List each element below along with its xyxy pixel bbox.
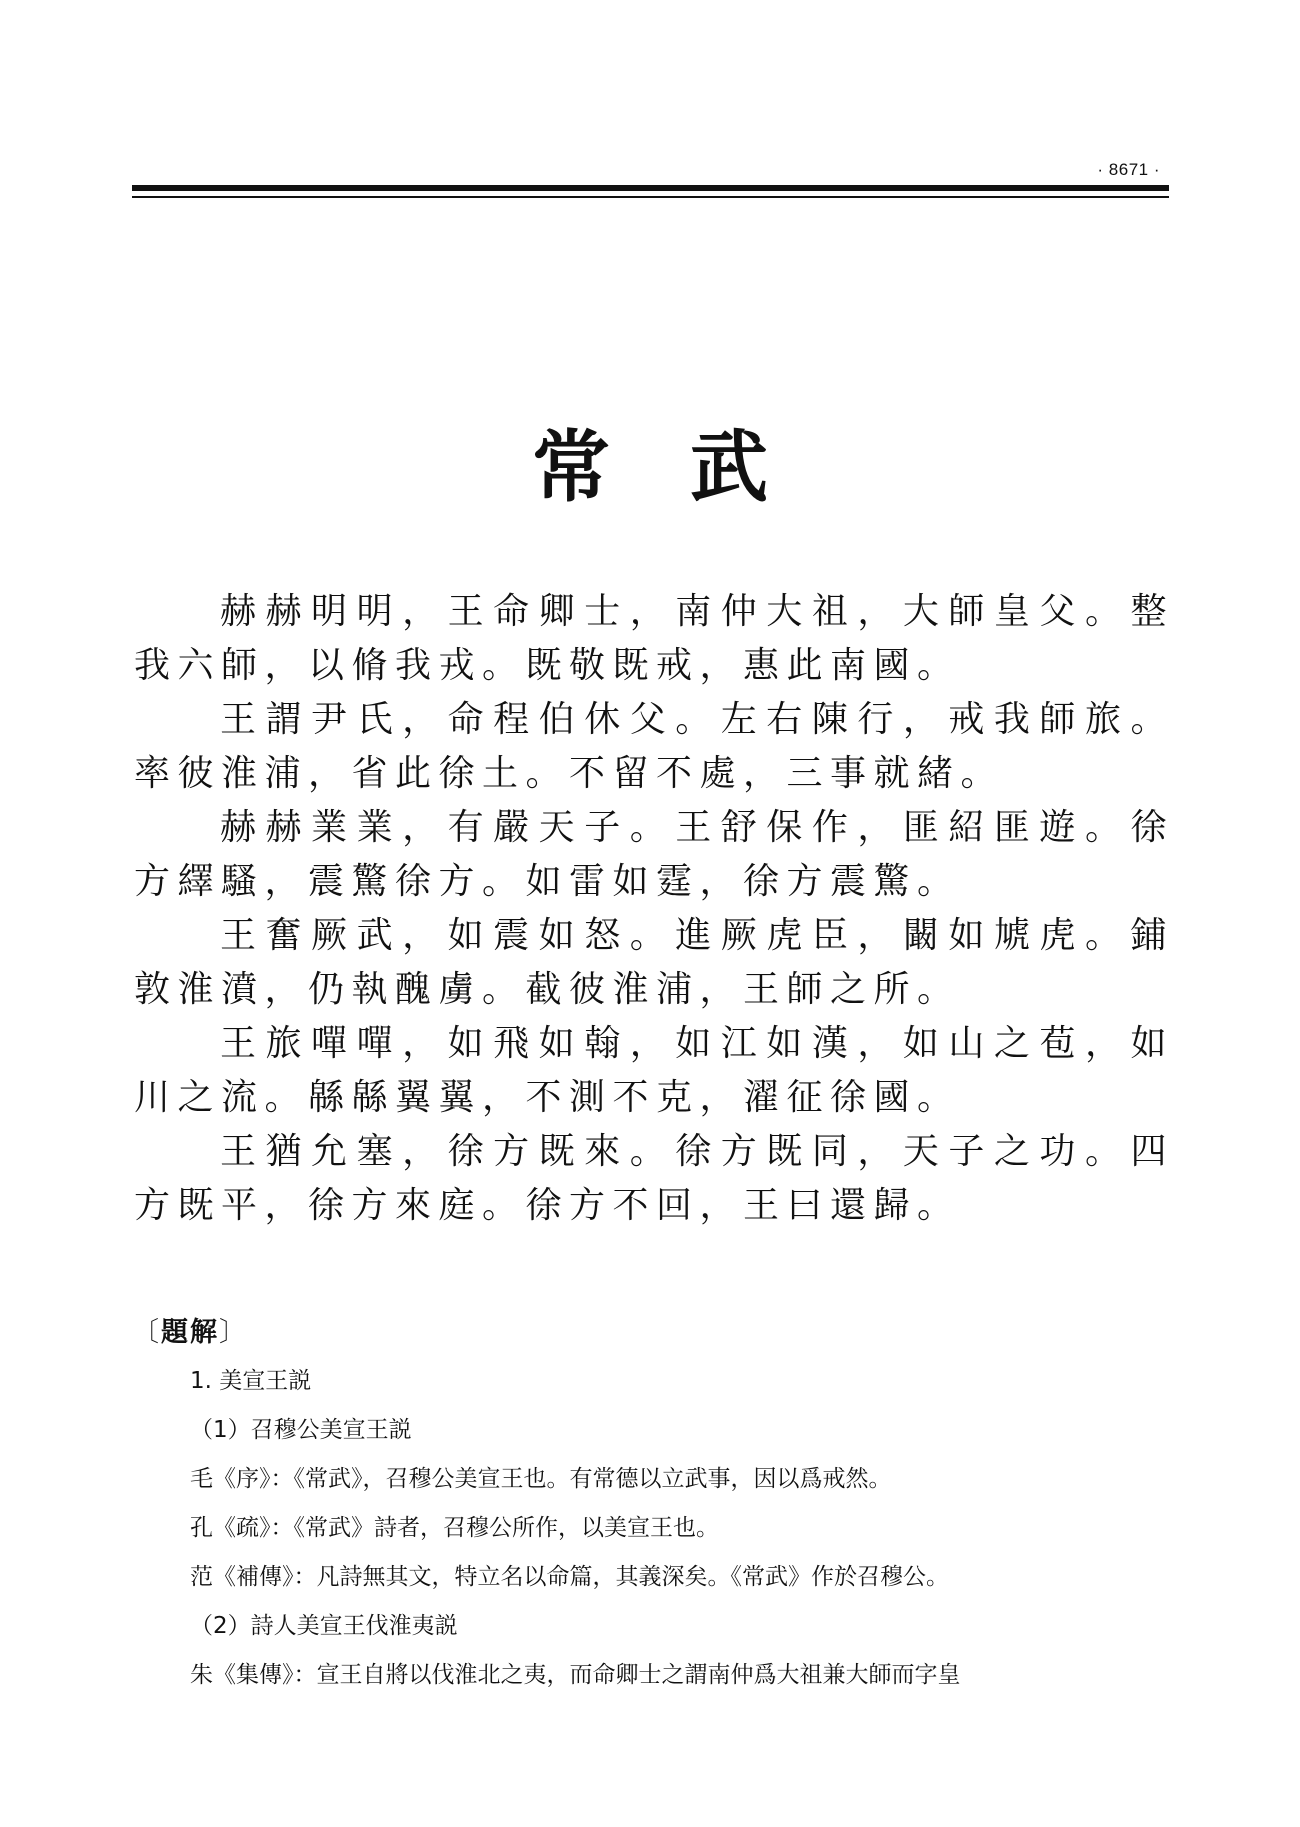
poem-stanza: 王奮厥武，如震如怒。進厥虎臣，闞如虓虎。鋪敦淮濆，仍執醜虜。截彼淮浦，王師之所。 [134, 915, 1174, 1010]
heading-open-bracket: 〔 [132, 1317, 161, 1348]
poem-stanza: 王猶允塞，徐方既來。徐方既同，天子之功。四方既平，徐方來庭。徐方不回，王曰還歸。 [134, 1131, 1174, 1226]
header-rule-thick [132, 185, 1169, 191]
page-number: · 8671 · [1097, 160, 1160, 179]
poem-stanza: 王謂尹氏，命程伯休父。左右陳行，戒我師旅。率彼淮浦，省此徐土。不留不處，三事就緒。 [134, 699, 1174, 794]
heading-close-bracket: 〕 [219, 1317, 248, 1348]
commentary-section [132, 1310, 1172, 1700]
commentary-line: 1. 美宣王説 [190, 1368, 312, 1394]
commentary-line: （1）召穆公美宣王説 [190, 1417, 412, 1443]
poem-title: 常武 [531, 422, 848, 513]
poem-stanza: 王旅嘽嘽，如飛如翰，如江如漢，如山之苞，如川之流。緜緜翼翼，不測不克，濯征徐國。 [134, 1023, 1174, 1118]
commentary-line: 朱《集傳》：宣王自將以伐淮北之夷，而命卿士之謂南仲爲大祖兼大師而字皇 [190, 1662, 961, 1688]
poem-stanza: 赫赫明明，王命卿士，南仲大祖，大師皇父。整我六師，以脩我戎。既敬既戒，惠此南國。 [134, 591, 1174, 686]
poem-body [134, 585, 1174, 1233]
poem-stanza: 赫赫業業，有嚴天子。王舒保作，匪紹匪遊。徐方繹騷，震驚徐方。如雷如霆，徐方震驚。 [134, 807, 1174, 902]
section-heading [132, 1310, 1172, 1349]
commentary-line: 毛《序》：《常武》，召穆公美宣王也。有常德以立武事，因以爲戒然。 [190, 1466, 892, 1492]
commentary-line: （2）詩人美宣王伐淮夷説 [190, 1613, 458, 1639]
commentary-line: 范《補傳》：凡詩無其文，特立名以命篇，其義深矣。《常武》作於召穆公。 [190, 1564, 949, 1590]
heading-text: 題解 [161, 1317, 219, 1348]
commentary-line: 孔《疏》：《常武》詩者，召穆公所作，以美宣王也。 [190, 1515, 719, 1541]
commentary-lines [132, 1357, 1172, 1700]
header-rule-thin [132, 196, 1169, 198]
